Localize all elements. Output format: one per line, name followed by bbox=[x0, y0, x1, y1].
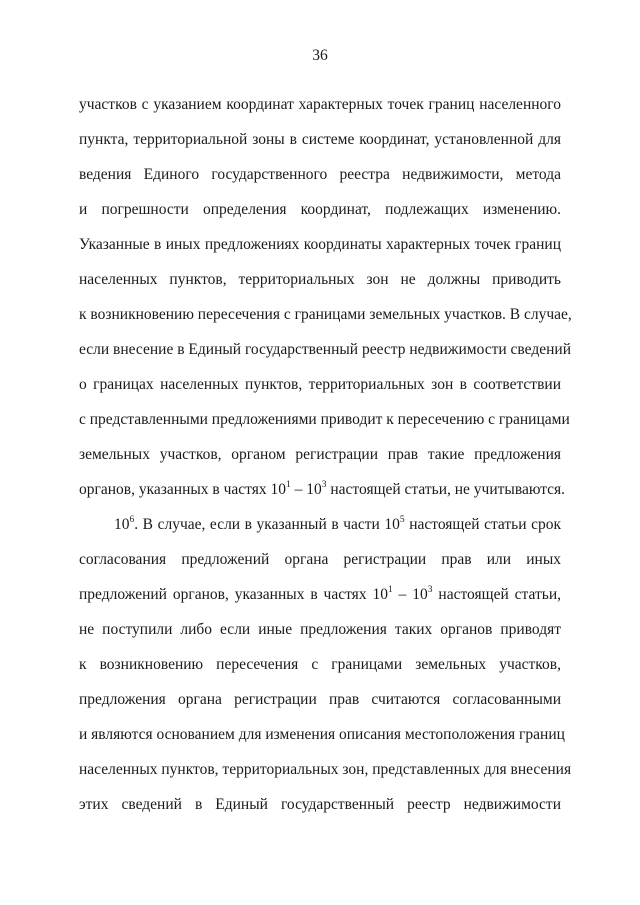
text-line: к возникновению пересечения с границами земельных участков, bbox=[79, 656, 561, 673]
text-fragment: органов, указанных в частях 10 bbox=[79, 481, 286, 498]
text-line: участков с указанием координат характерных точек границ населенного bbox=[79, 96, 561, 113]
clause-number: 10 bbox=[114, 516, 130, 533]
text-fragment: – 10 bbox=[290, 481, 322, 498]
text-line: не поступили либо если иные предложения таких органов приводят bbox=[79, 621, 561, 638]
text-line: к возникновению пересечения с границами земельных участков. В случае, bbox=[79, 306, 572, 323]
text-line: населенных пунктов, территориальных зон не должны приводить bbox=[79, 271, 561, 288]
text-line bbox=[79, 479, 566, 500]
superscript: 6 bbox=[129, 514, 135, 525]
superscript: 1 bbox=[387, 584, 393, 595]
superscript: 3 bbox=[321, 479, 327, 490]
text-line: Указанные в иных предложениях координаты характерных точек границ bbox=[79, 236, 561, 253]
text-fragment: настоящей статьи, bbox=[432, 586, 561, 603]
text-line: согласования предложений органа регистрации прав или иных bbox=[79, 551, 561, 568]
text-fragment: – 10 bbox=[392, 586, 428, 603]
text-fragment: . В случае, если в указанный в части 10 bbox=[134, 516, 400, 533]
text-line bbox=[79, 585, 561, 605]
text-fragment: настоящей статьи срок bbox=[404, 516, 562, 533]
paragraph-first-line bbox=[114, 515, 561, 535]
text-line: и погрешности определения координат, подлежащих изменению. bbox=[79, 201, 561, 218]
text-line: населенных пунктов, территориальных зон, представленных для внесения bbox=[79, 761, 572, 778]
text-line: о границах населенных пунктов, территориальных зон в соответствии bbox=[79, 376, 561, 393]
page-number: 36 bbox=[312, 47, 328, 64]
text-line: этих сведений в Единый государственный реестр недвижимости bbox=[79, 796, 561, 813]
superscript: 5 bbox=[399, 514, 405, 525]
text-fragment: настоящей статьи, не учитываются. bbox=[326, 481, 566, 498]
text-line: земельных участков, органом регистрации прав такие предложения bbox=[79, 446, 561, 463]
superscript: 1 bbox=[285, 479, 291, 490]
superscript: 3 bbox=[427, 584, 433, 595]
text-line: пункта, территориальной зоны в системе координат, установленной для bbox=[79, 131, 561, 148]
text-line: предложения органа регистрации прав считаются согласованными bbox=[79, 691, 561, 708]
text-fragment: предложений органов, указанных в частях 10 bbox=[79, 586, 388, 603]
text-line: с представленными предложениями приводит к пересечению с границами bbox=[79, 411, 570, 428]
text-line: ведения Единого государственного реестра недвижимости, метода bbox=[79, 166, 561, 183]
text-line: и являются основанием для изменения описания местоположения границ bbox=[79, 726, 565, 743]
text-line: если внесение в Единый государственный реестр недвижимости сведений bbox=[79, 341, 571, 358]
